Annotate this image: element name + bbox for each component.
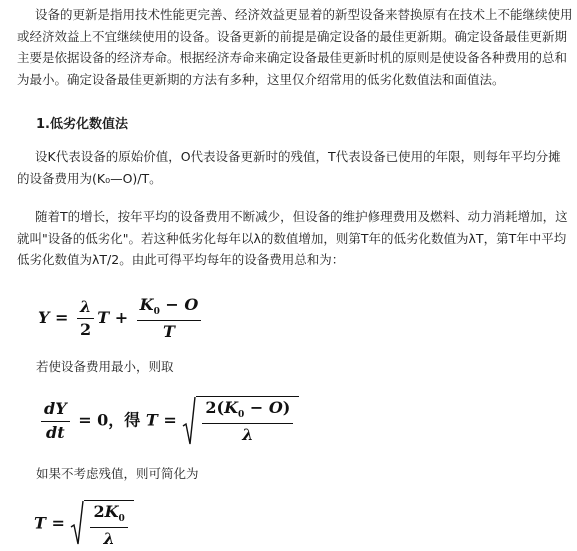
formula-symbol: t: [57, 422, 65, 442]
formula-symbol: λ: [79, 296, 92, 316]
formula-symbol: 0: [118, 514, 125, 525]
formula-symbol: = 0: [78, 410, 109, 430]
formula-symbol: −: [165, 295, 179, 314]
fraction-k-minus-o-over-t: [137, 296, 202, 341]
formula-symbol: d: [44, 399, 56, 419]
formula-symbol: Y: [38, 307, 50, 327]
formula-symbol: T: [145, 410, 158, 430]
formula-symbol: 2: [205, 398, 217, 417]
fraction-dy-dt: $\frac{dY}{dt}$: [41, 400, 70, 442]
formula-symbol: T: [97, 307, 110, 327]
section-heading: 1.低劣化数值法: [36, 117, 128, 132]
formula-symbol: (: [216, 398, 225, 417]
formula-simplified: [34, 500, 134, 548]
formula-symbol: ，得: [108, 410, 141, 430]
formula-symbol: λ: [242, 424, 254, 444]
formula-symbol: +: [114, 307, 129, 327]
formula-symbol: 0: [153, 307, 160, 318]
minimize-paragraph: 若使设备费用最小，则取: [36, 359, 174, 374]
deterioration-paragraph: 随着T的增长，按年平均的设备费用不断减少，但设备的维护修理费用及燃料、动力消耗增加，这就叫"设备的低劣化"。若这种低劣化每年以λ的数值增加，则第T年的低劣化数值为λT，第T年中平均低劣化数值为λT/2。由此可得平均每年的设备费用总和为：: [17, 209, 568, 267]
formula-symbol: =: [55, 307, 69, 327]
formula-average-cost: [38, 296, 204, 341]
formula-symbol: K: [139, 295, 154, 314]
simplify-paragraph: 如果不考虑残值，则可简化为: [36, 466, 199, 481]
square-root: [182, 396, 299, 446]
formula-symbol: O: [268, 398, 283, 417]
formula-symbol: K: [224, 398, 238, 417]
formula-symbol: =: [163, 410, 177, 430]
formula-symbol: Y: [55, 399, 67, 419]
formula-symbol: K: [104, 502, 119, 521]
formula-symbol: ): [282, 398, 291, 417]
fraction-lambda-over-two: [77, 298, 94, 340]
formula-optimal-period: [38, 396, 299, 446]
formula-symbol: 2: [93, 502, 105, 521]
formula-symbol: T: [34, 513, 46, 533]
formula-symbol: 2: [80, 319, 92, 339]
formula-symbol: λ: [103, 528, 115, 548]
definition-paragraph: 设K代表设备的原始价值，O代表设备更新时的残值，T代表设备已使用的年限，则每年平均分摊的设备费用为(K₀—O)/T。: [17, 149, 561, 186]
intro-paragraph: 设备的更新是指用技术性能更完善、经济效益更显着的新型设备来替换原有在技术上不能继续使用或经济效益上不宜继续使用的设备。设备更新的前提是确定设备的最佳更新期。确定设备最佳更新期主要是依据设备的经济寿命。根据经济寿命来确定设备最佳更新时机的原则是使设备各种费用的总和为最小。确定设备最佳更新期的方法有多种，这里仅介绍常用的低劣化数值法和面值法。: [17, 7, 573, 87]
formula-symbol: T: [163, 321, 175, 341]
formula-symbol: 0: [237, 410, 245, 421]
formula-symbol: =: [51, 513, 65, 533]
square-root: [70, 500, 133, 548]
radical-sign-icon: [182, 396, 196, 446]
radical-sign-icon: [70, 500, 84, 546]
formula-symbol: −: [249, 398, 264, 417]
formula-symbol: O: [184, 295, 199, 314]
